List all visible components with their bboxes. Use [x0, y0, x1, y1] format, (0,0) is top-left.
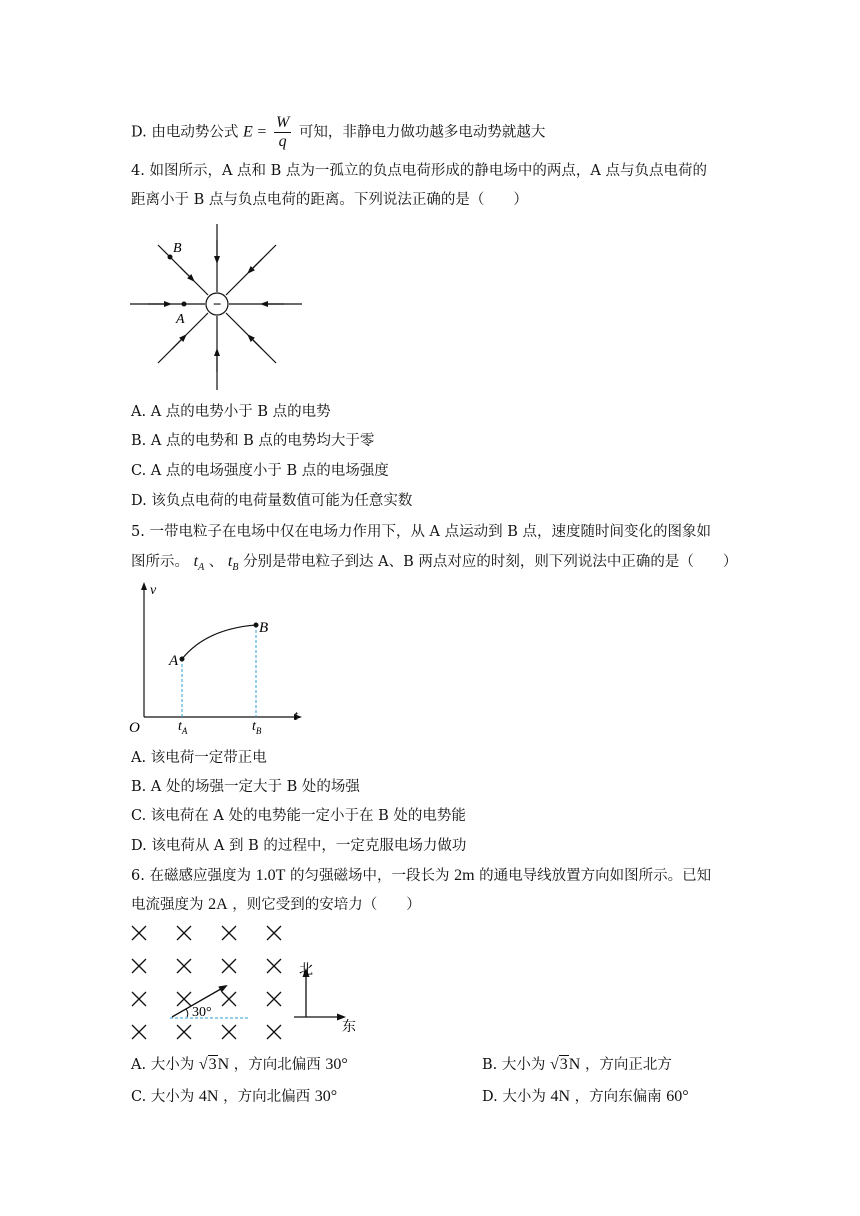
- q3-option-d: [131, 114, 545, 151]
- q6-current-value: 2A: [208, 896, 228, 913]
- q6-opt-b-post: ，方向正北方: [584, 1057, 672, 1073]
- q6-text-e: ，则它受到的安培力（ ）: [232, 897, 421, 913]
- q6-option-d: [482, 1087, 689, 1107]
- q6-option-b: [482, 1055, 672, 1075]
- angle-label: 30°: [192, 1005, 212, 1020]
- formula-e: E: [242, 123, 253, 141]
- q6-opt-b-pre: B. 大小为: [482, 1057, 546, 1073]
- q6-opt-d-pre: D. 大小为: [482, 1089, 546, 1105]
- q4-option-b: B. A 点的电势和 B 点的电势均大于零: [131, 433, 375, 449]
- formula-numerator: W: [275, 114, 290, 131]
- tick-tb-label: $t_B$: [252, 719, 262, 736]
- q6-magnetic-field-figure: [128, 920, 368, 1045]
- q6-opt-a-angle: 30°: [325, 1056, 348, 1073]
- q6-opt-d-angle: 60°: [666, 1088, 689, 1105]
- charge-sign: −: [212, 297, 222, 313]
- q6-option-c: [131, 1087, 337, 1107]
- q6-text-b: 的匀强磁场中，一段长为: [289, 868, 450, 884]
- formula-equals: =: [257, 123, 267, 141]
- sqrt-3: √3: [549, 1056, 568, 1073]
- point-a-dot: [182, 302, 187, 307]
- q6-stem-line1: [131, 866, 711, 886]
- q5-stem-line2-post: 分别是带电粒子到达 A、B 两点对应的时刻，则下列说法中正确的是（ ）: [243, 554, 738, 570]
- q6-opt-c-angle: 30°: [314, 1088, 338, 1105]
- q6-length-value: 2m: [454, 867, 475, 884]
- q5-stem-line1: 5. 一带电粒子在电场中仅在电场力作用下，从 A 点运动到 B 点，速度随时间变化的图象如: [131, 524, 712, 540]
- q5-vt-graph: [128, 580, 318, 740]
- q4-stem-line2: 距离小于 B 点与负点电荷的距离。下列说法正确的是（ ）: [131, 192, 528, 208]
- q4-stem-line1: 4. 如图所示，A 点和 B 点为一孤立的负点电荷形成的静电场中的两点，A 点与负点电荷的: [131, 163, 707, 179]
- q4-option-a: A. A 点的电势小于 B 点的电势: [131, 404, 331, 420]
- field-crosses: [132, 926, 281, 1039]
- q5-option-d: D. 该电荷从 A 到 B 的过程中，一定克服电场力做功: [131, 838, 467, 854]
- q5-stem-line2: [131, 552, 737, 578]
- q6-text-c: 的通电导线放置方向如图所示。已知: [479, 868, 712, 884]
- north-label: 北: [299, 963, 313, 978]
- q3-option-d-suffix: 可知，非静电力做功越多电动势就越大: [298, 124, 546, 141]
- formula-fraction: [274, 114, 291, 151]
- point-b-dot: [168, 255, 173, 260]
- formula-denominator: q: [278, 133, 287, 150]
- t-a-symbol: $t_A$: [193, 553, 205, 573]
- q6-stem-line2: [131, 895, 421, 915]
- unit-n: N: [217, 1056, 230, 1073]
- point-a-label: A: [169, 653, 179, 669]
- t-b-symbol: $t_B$: [227, 553, 239, 573]
- unit-n: N: [568, 1056, 581, 1073]
- q6-opt-d-post: ，方向东偏南: [574, 1089, 662, 1105]
- point-b-label: B: [259, 620, 269, 636]
- q4-option-d: D. 该负点电荷的电荷量数值可能为任意实数: [131, 493, 413, 509]
- tick-ta-label: $t_A$: [178, 719, 188, 736]
- east-label: 东: [342, 1020, 356, 1035]
- axis-t-label: t: [294, 709, 298, 724]
- q6-b-value: 1.0T: [255, 867, 286, 884]
- axis-v-label: v: [150, 583, 157, 598]
- q6-option-a: [131, 1055, 348, 1075]
- q4-field-figure: [128, 222, 318, 392]
- q6-text-d: 电流强度为: [131, 897, 204, 913]
- origin-label: O: [129, 720, 140, 736]
- q6-opt-a-pre: A. 大小为: [131, 1057, 195, 1073]
- q6-opt-c-post: ，方向北偏西: [223, 1089, 311, 1105]
- q6-opt-c-pre: C. 大小为: [131, 1089, 195, 1105]
- q6-opt-a-post: ，方向北偏西: [233, 1057, 321, 1073]
- label-b: B: [173, 241, 182, 256]
- label-a: A: [176, 312, 185, 327]
- q5-option-c: C. 该电荷在 A 处的电势能一定小于在 B 处的电势能: [131, 808, 466, 824]
- q3-option-d-prefix: D. 由电动势公式: [131, 124, 239, 141]
- sqrt-3: √3: [198, 1056, 217, 1073]
- q5-sep: 、: [208, 554, 224, 570]
- q4-option-c: C. A 点的电场强度小于 B 点的电场强度: [131, 463, 389, 479]
- q6-opt-c-value: 4N: [198, 1088, 219, 1105]
- q5-option-a: A. 该电荷一定带正电: [131, 750, 267, 766]
- q5-option-b: B. A 处的场强一定大于 B 处的场强: [131, 779, 360, 795]
- q6-opt-d-value: 4N: [550, 1088, 570, 1105]
- q6-text-a: 6. 在磁感应强度为: [131, 868, 251, 884]
- q5-stem-line2-pre: 图所示。: [131, 554, 189, 570]
